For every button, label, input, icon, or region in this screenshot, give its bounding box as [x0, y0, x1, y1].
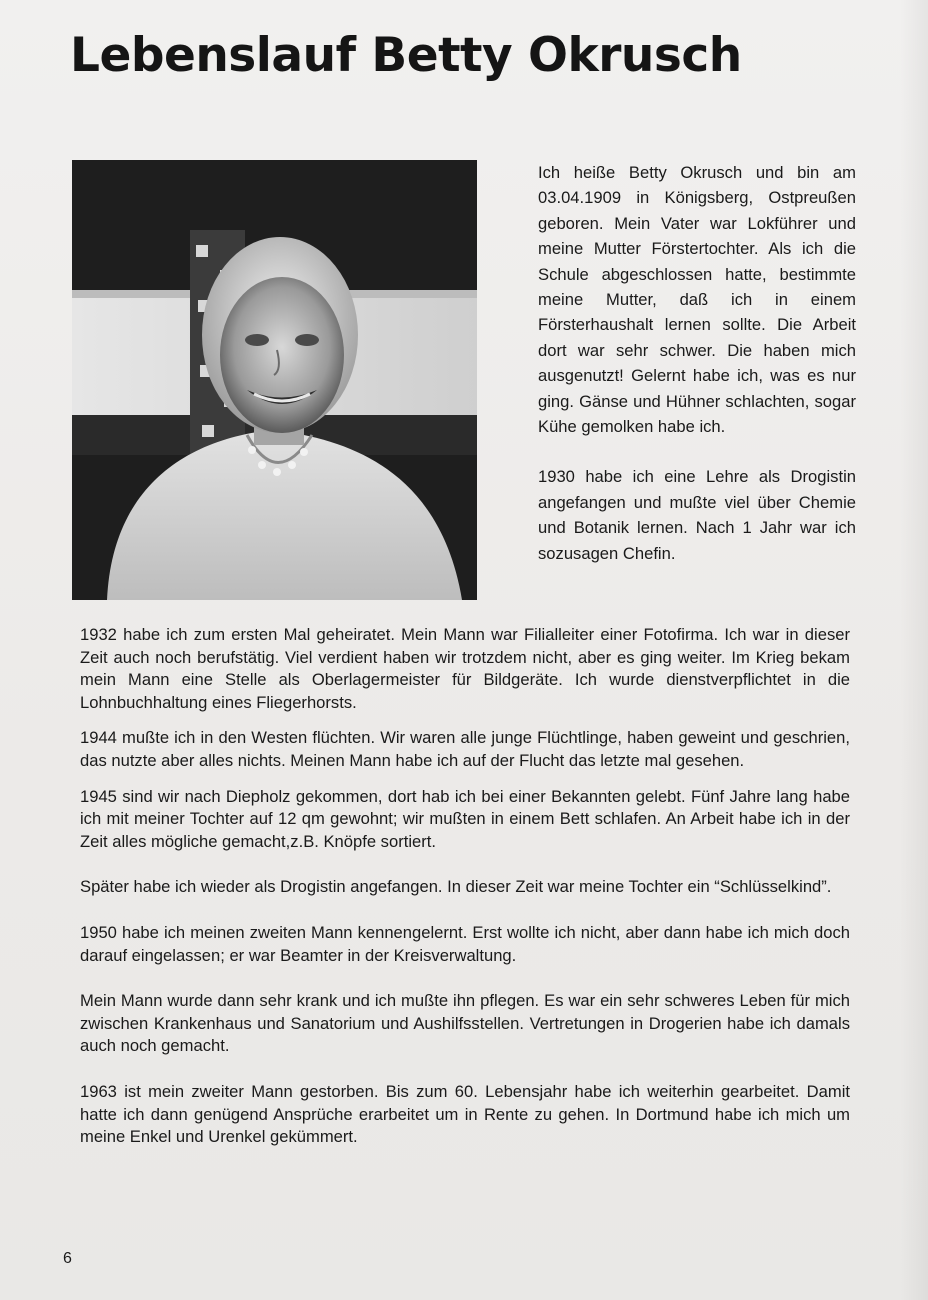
- body-paragraph: 1963 ist mein zweiter Mann gestorben. Bis zum 60. Lebensjahr habe ich weiterhin gearbeitet. Damit hatte ich dann genügend Ansprüche erarbeitet um in Rente zu gehen. In Dortmund habe ich mich um meine Enkel und Urenkel gekümmert.: [80, 1081, 850, 1147]
- page-title: Lebenslauf Betty Okrusch: [70, 28, 742, 83]
- biography-body: [80, 624, 850, 1162]
- intro-paragraph: 1930 habe ich eine Lehre als Drogistin angefangen und mußte viel über Chemie und Botanik lernen. Nach 1 Jahr war ich sozusagen Chefin.: [538, 467, 856, 563]
- body-paragraph: Mein Mann wurde dann sehr krank und ich mußte ihn pflegen. Es war ein sehr schweres Leben für mich zwischen Krankenhaus und Sanatorium und Aushilfsstellen. Vertretungen in Drogerien habe ich damals auch noch gemacht.: [80, 991, 850, 1056]
- body-paragraph: 1945 sind wir nach Diepholz gekommen, dort hab ich bei einer Bekannten gelebt. Fünf Jahre lang habe ich mit meiner Tochter auf 12 qm gewohnt; wir mußten in einem Bett schlafen. An Arbeit habe ich in der Zeit alles mögliche gemacht,z.B. Knöpfe sortiert.: [80, 786, 850, 851]
- page-number: 6: [63, 1250, 72, 1267]
- body-paragraph: 1932 habe ich zum ersten Mal geheiratet. Mein Mann war Filialleiter einer Fotofirma. Ich war in dieser Zeit auch noch berufstätig. Viel verdient haben wir trotzdem nicht, aber es ging weiter. Im Krieg bekam mein Mann eine Stelle als Oberlagermeister für Bildgeräte. Ich wurde dienstverpflichtet in die Lohnbuchhaltung eines Fliegerhorsts.: [80, 625, 850, 712]
- body-paragraph: Später habe ich wieder als Drogistin angefangen. In dieser Zeit war meine Tochter ein “Schlüsselkind”.: [80, 877, 832, 897]
- portrait-photo: [72, 160, 477, 600]
- body-paragraph: 1944 mußte ich in den Westen flüchten. Wir waren alle junge Flüchtlinge, haben geweint und geschrien, das nutzte aber alles nichts. Meinen Mann habe ich auf der Flucht das letzte mal gesehen.: [80, 728, 850, 770]
- page-edge-shadow: [900, 0, 928, 1300]
- intro-paragraph: Ich heiße Betty Okrusch und bin am 03.04.1909 in Königsberg, Ostpreußen geboren. Mein Vater war Lokführer und meine Mutter Förstertochter. Als ich die Schule abgeschlossen hatte, bestimmte meine Mutter, daß ich in einem Försterhaushalt lernen sollte. Die Arbeit dort war sehr schwer. Die haben mich ausgenutzt! Gelernt habe ich, was es nur ging. Gänse und Hühner schlachten, sogar Kühe gemolken habe ich.: [538, 163, 856, 437]
- body-paragraph: 1950 habe ich meinen zweiten Mann kennengelernt. Erst wollte ich nicht, aber dann habe ich mich doch darauf eingelassen; er war Beamter in der Kreisverwaltung.: [80, 922, 850, 965]
- intro-text-column: [538, 160, 856, 591]
